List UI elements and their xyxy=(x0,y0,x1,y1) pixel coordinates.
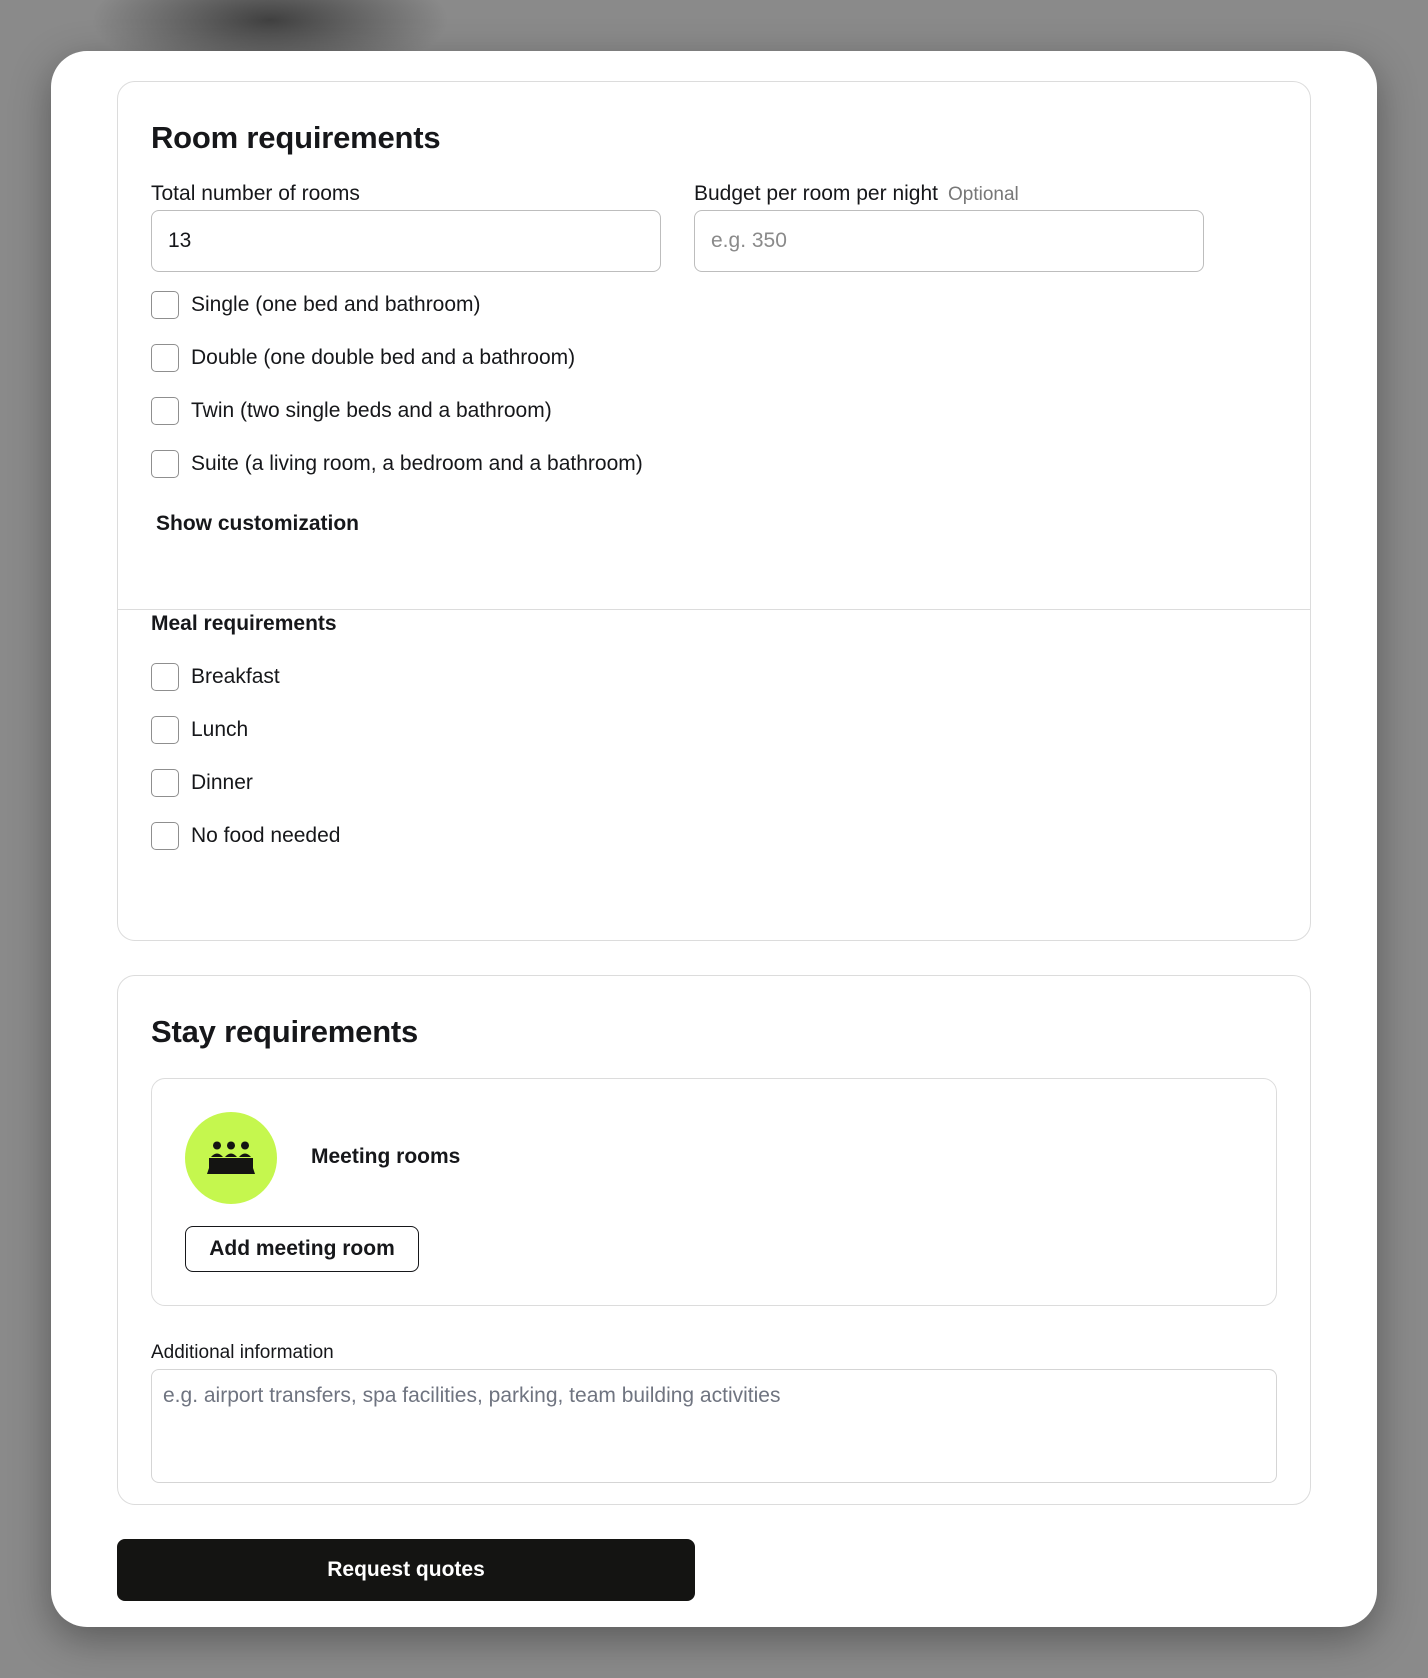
meeting-rooms-title: Meeting rooms xyxy=(311,1145,461,1168)
stay-requirements-card xyxy=(117,975,1311,1505)
room-requirements-title: Room requirements xyxy=(151,120,441,155)
section-divider xyxy=(118,609,1310,610)
breakfast-checkbox[interactable] xyxy=(151,663,179,691)
room-requirements-card xyxy=(117,81,1311,941)
meal-no-food[interactable] xyxy=(151,822,340,850)
show-customization-button[interactable]: Show customization xyxy=(156,512,360,535)
double-label: Double (one double bed and a bathroom) xyxy=(191,346,576,369)
additional-info-label: Additional information xyxy=(151,1342,334,1363)
single-label: Single (one bed and bathroom) xyxy=(191,293,481,316)
no-food-label: No food needed xyxy=(191,824,341,847)
total-rooms-input[interactable] xyxy=(151,210,661,272)
meal-dinner[interactable] xyxy=(151,769,253,797)
total-rooms-label: Total number of rooms xyxy=(151,182,360,205)
room-type-single[interactable] xyxy=(151,291,481,319)
add-meeting-room-button[interactable]: Add meeting room xyxy=(185,1226,419,1272)
budget-label-text: Budget per room per night xyxy=(694,182,938,205)
budget-label xyxy=(694,182,1019,206)
request-quotes-button[interactable]: Request quotes xyxy=(117,1539,695,1601)
twin-label: Twin (two single beds and a bathroom) xyxy=(191,399,552,422)
lunch-label: Lunch xyxy=(191,718,249,741)
budget-input[interactable] xyxy=(694,210,1204,272)
optional-tag: Optional xyxy=(947,184,1019,205)
meeting-room-icon xyxy=(185,1112,277,1204)
meeting-room-icon-glyph xyxy=(207,1141,255,1175)
lunch-checkbox[interactable] xyxy=(151,716,179,744)
dinner-label: Dinner xyxy=(191,771,253,794)
room-type-double[interactable] xyxy=(151,344,575,372)
stay-requirements-title: Stay requirements xyxy=(151,1014,419,1049)
room-type-suite[interactable] xyxy=(151,450,643,478)
suite-checkbox[interactable] xyxy=(151,450,179,478)
no-food-checkbox[interactable] xyxy=(151,822,179,850)
twin-checkbox[interactable] xyxy=(151,397,179,425)
dinner-checkbox[interactable] xyxy=(151,769,179,797)
additional-info-textarea[interactable] xyxy=(151,1369,1277,1483)
suite-label: Suite (a living room, a bedroom and a bathroom) xyxy=(191,452,643,475)
meal-lunch[interactable] xyxy=(151,716,248,744)
form-window xyxy=(51,51,1377,1627)
single-checkbox[interactable] xyxy=(151,291,179,319)
breakfast-label: Breakfast xyxy=(191,665,280,688)
room-type-twin[interactable] xyxy=(151,397,552,425)
meal-breakfast[interactable] xyxy=(151,663,280,691)
meal-requirements-title: Meal requirements xyxy=(151,612,337,635)
meeting-rooms-card xyxy=(151,1078,1277,1306)
double-checkbox[interactable] xyxy=(151,344,179,372)
